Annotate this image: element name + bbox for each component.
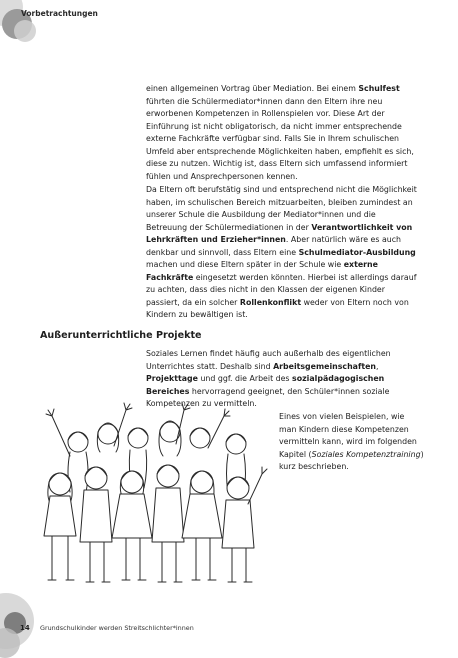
- child-back-5: [190, 409, 230, 448]
- page-number: 14: [20, 624, 30, 632]
- child-front-3: [112, 471, 152, 580]
- paragraph-parents-role: Da Eltern oft berufstätig sind und entsprechend nicht die Möglichkeit haben, im schulischen Bereich mitzuarbeiten, bleiben zumindest an unserer Schule die Ausbildung der Mediator*innen und die Betreuung der Schülermediationen in der Verantwortlichkeit von Lehrkräften und Erzieher*innen. Aber natürlich wäre es auch denkbar und sinnvoll, dass Eltern eine Schulmediator-Ausbildung machen und diese Eltern später in der Schule wie externe Fachkräfte eingesetzt werden könnten. Hierbei ist allerdings darauf zu achten, dass dies nicht in den Klassen der eigenen Kinder passiert, da ein solcher Rollenkonflikt weder von Eltern noch von Kindern zu bewältigen ist.: [146, 185, 417, 320]
- section-heading: Außerunterrichtliche Projekte: [40, 330, 202, 341]
- child-front-5: [182, 471, 222, 580]
- decor-circle-top-small: [14, 20, 36, 42]
- child-back-4: [159, 403, 190, 456]
- paragraph-school-festival: einen allgemeinen Vortrag über Mediation. Bei einem Schulfest führten die Schülermediator*innen dann den Eltern ihre neu erworbenen Kompetenzen in Rollenspielen vor. Diese Art der Einführung ist nicht obligatorisch, da nicht immer entsprechende externe Fachkräfte verfügbar sind. Falls Sie in Ihrem schulischen Umfeld aber entsprechende Möglichkeiten haben, empfiehlt es sich, diese zu nutzen. Wichtig ist, dass Eltern sich umfassend informiert fühlen und Ansprechpersonen kennen.: [146, 84, 414, 181]
- child-front-6: [222, 467, 267, 582]
- child-back-2: [97, 403, 132, 452]
- footer-book-title: Grundschulkinder werden Streitschlichter*innen: [40, 624, 194, 632]
- children-group-illustration: [30, 398, 270, 596]
- child-front-2: [80, 467, 112, 582]
- paragraph-extracurricular: Soziales Lernen findet häufig auch außerhalb des eigentlichen Unterrichtes statt. Deshalb sind Arbeitsgemeinschaften, Projekttage und ggf. die Arbeit des sozialpädagogischen Bereiches hervorragend geeignet, den Schüler*innen soziale Kompetenzen zu vermitteln.: [146, 349, 391, 409]
- side-note-competence-training: Eines von vielen Beispielen, wie man Kindern diese Kompetenzen vermitteln kann, wird im folgenden Kapitel (Soziales Kompetenztraining) kurz beschrieben.: [279, 412, 424, 472]
- child-front-1: [44, 473, 76, 580]
- child-front-4: [152, 465, 184, 582]
- running-header: Vorbetrachtungen: [21, 9, 98, 18]
